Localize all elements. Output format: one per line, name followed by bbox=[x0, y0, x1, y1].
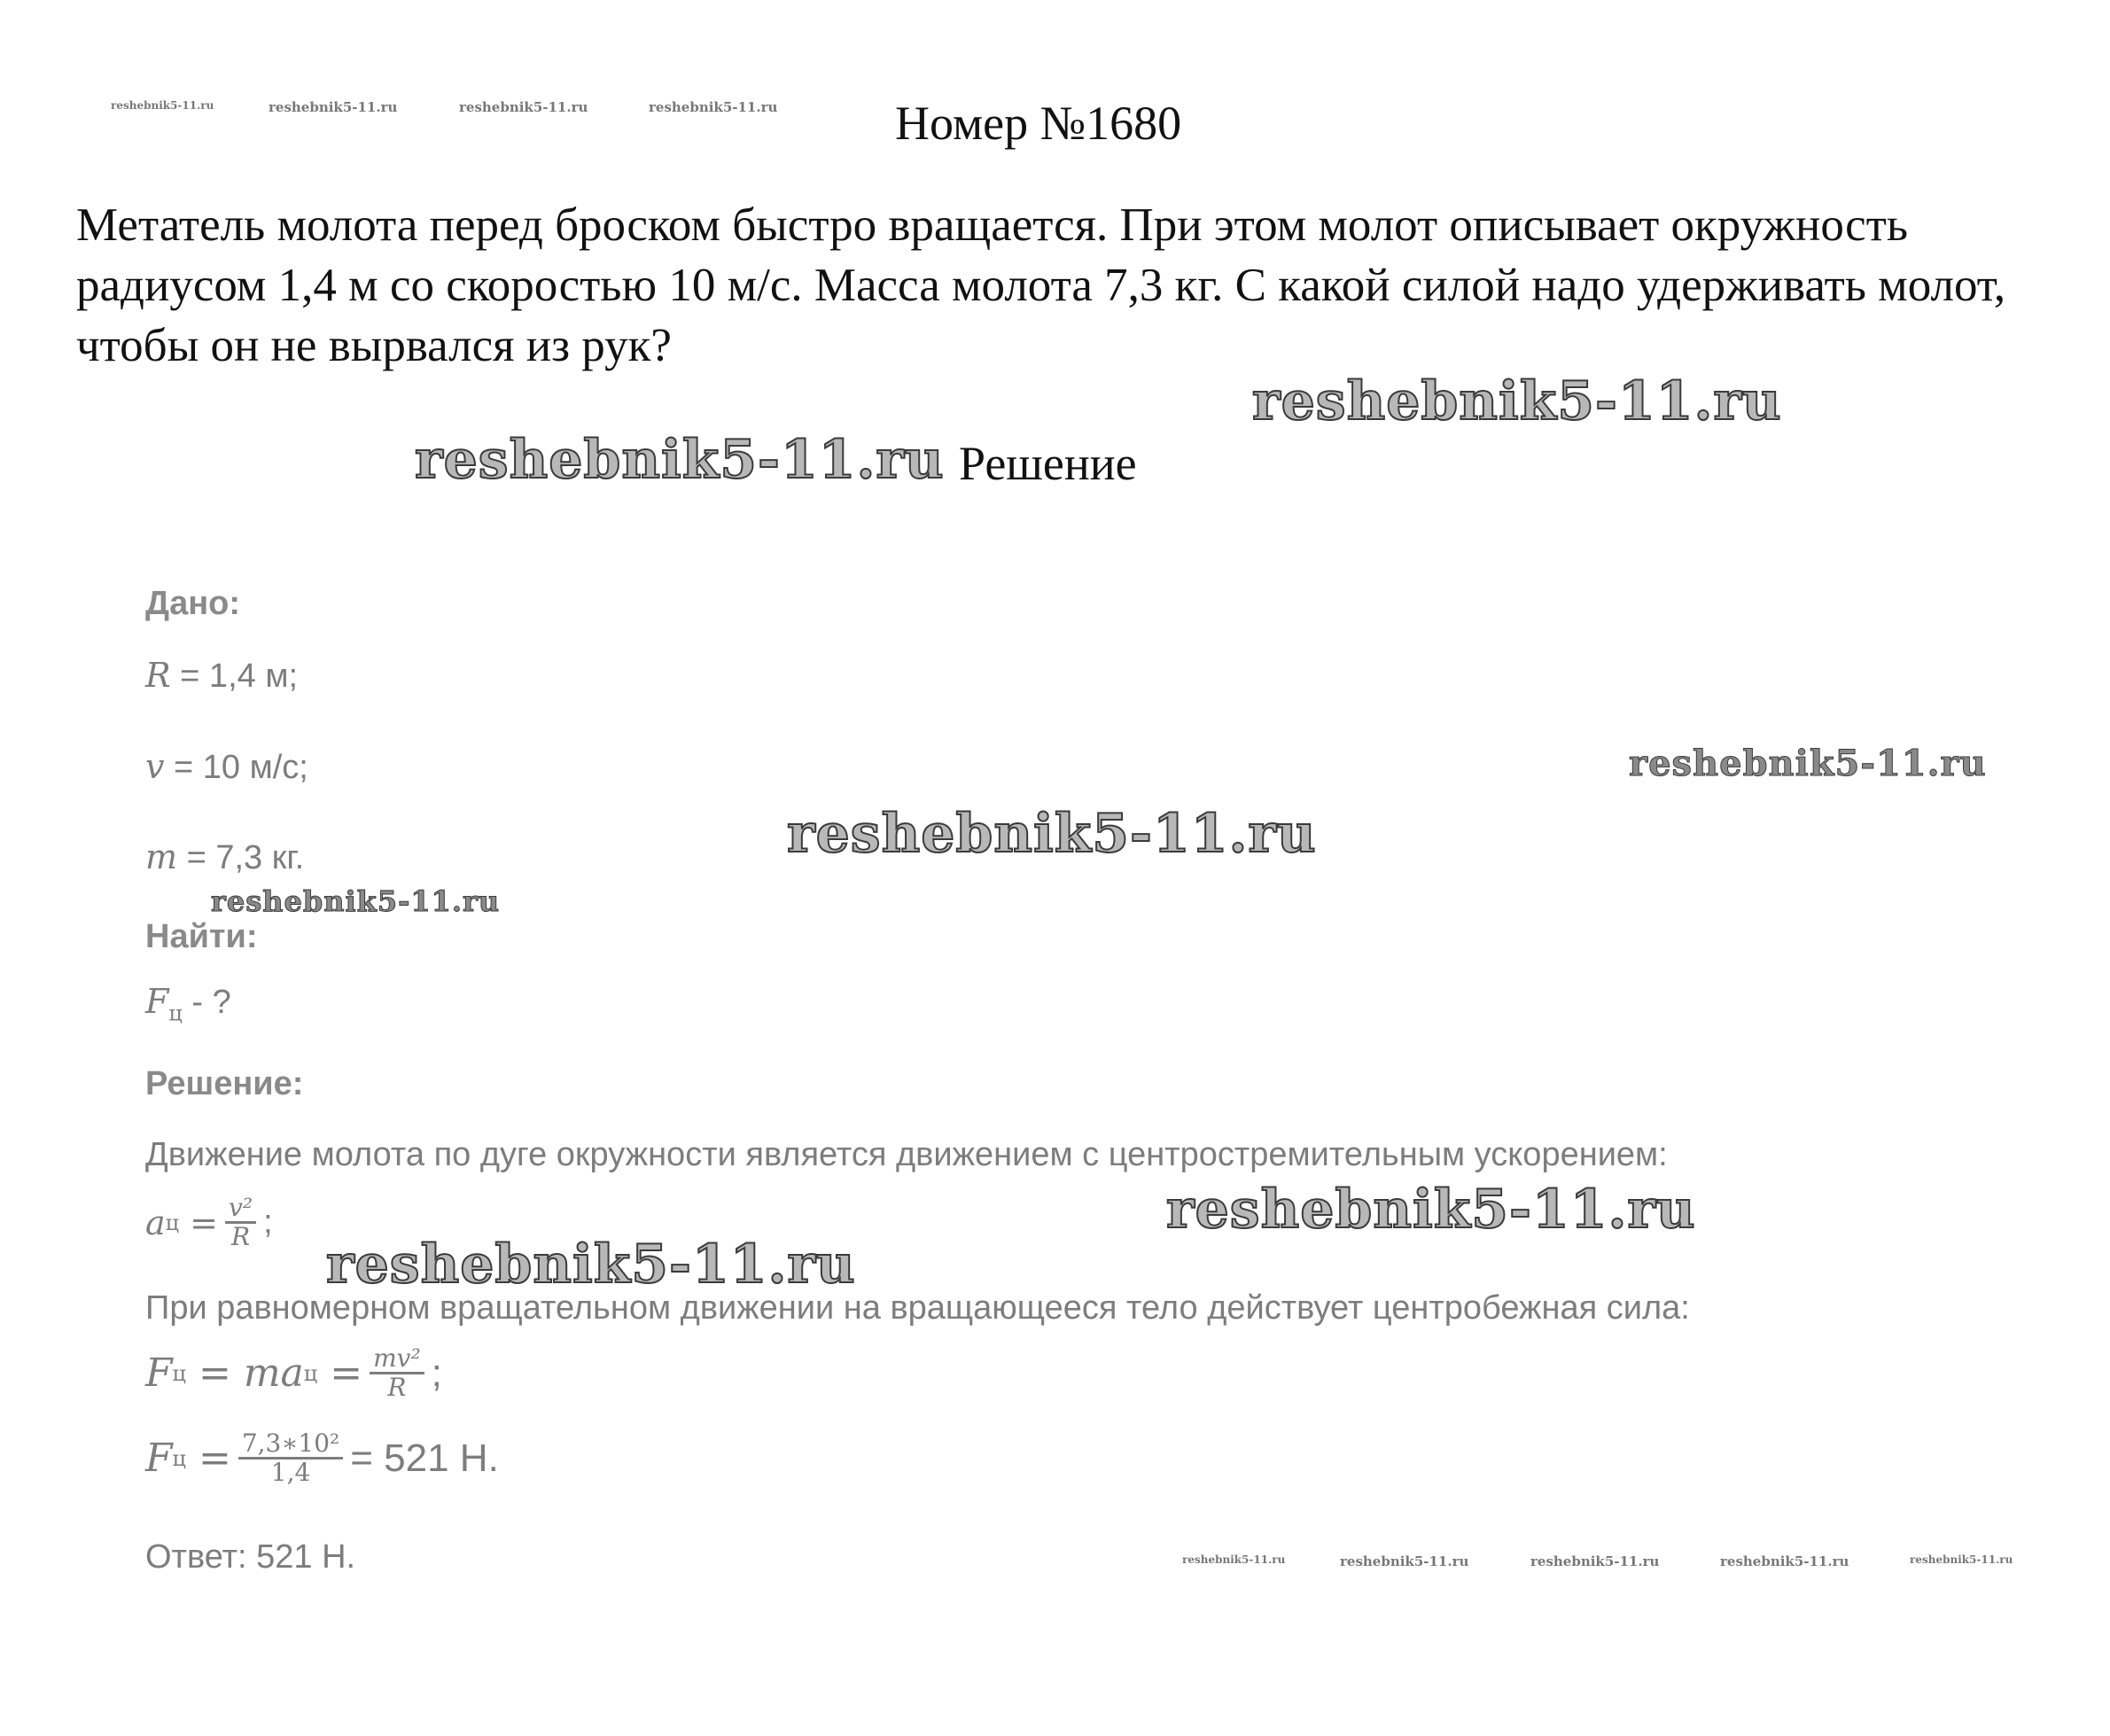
watermark: reshebnik5-11.ru bbox=[787, 803, 1317, 865]
formula-1-denominator: R bbox=[230, 1222, 251, 1251]
formula-1-lhs-sub: ц bbox=[165, 1210, 180, 1235]
watermark: reshebnik5-11.ru bbox=[1340, 1553, 1469, 1569]
answer: Ответ: 521 Н. bbox=[145, 1538, 356, 1576]
find-rest: - ? bbox=[182, 984, 231, 1021]
problem-statement: Метатель молота перед броском быстро вращается. При этом молот описывает окружность радиусом 1,4 м со скоростью 10 м/с. Масса молота 7,3 кг. С какой силой надо удерживать молот, чтобы он не вырвался из рук? bbox=[76, 199, 2006, 371]
formula-2-lhs: F bbox=[145, 1351, 173, 1396]
given-var-r: R bbox=[145, 656, 171, 695]
given-value-v: = 10 м/с; bbox=[164, 749, 308, 786]
explanation-2: При равномерном вращательном движении на вращающееся тело действует центробежная сила: bbox=[145, 1289, 1690, 1327]
given-item-m bbox=[145, 837, 304, 877]
formula-3-result: = 521 Н. bbox=[350, 1436, 499, 1480]
formula-3-denominator: 1,4 bbox=[270, 1458, 311, 1487]
find-var: F bbox=[145, 982, 169, 1021]
formula-2-equals-1: = bbox=[185, 1351, 244, 1396]
given-var-m: m bbox=[145, 837, 178, 876]
formula-2-mid-sub: ц bbox=[303, 1360, 318, 1386]
given-value-r: = 1,4 м; bbox=[170, 658, 298, 695]
watermark: reshebnik5-11.ru bbox=[1629, 743, 1987, 784]
formula-1-equals: = bbox=[179, 1203, 219, 1242]
formula-3 bbox=[145, 1430, 499, 1486]
formula-1-numerator: v² bbox=[225, 1195, 256, 1224]
formula-1-lhs: a bbox=[145, 1203, 166, 1242]
given-value-m: = 7,3 кг. bbox=[177, 839, 305, 876]
formula-2-tail: ; bbox=[431, 1351, 442, 1395]
formula-1-tail: ; bbox=[263, 1203, 273, 1241]
formula-3-numerator: 7,3∗10² bbox=[238, 1430, 343, 1460]
watermark: reshebnik5-11.ru bbox=[111, 99, 214, 112]
section-heading: Решение bbox=[959, 437, 1137, 490]
watermark: reshebnik5-11.ru bbox=[326, 1234, 856, 1296]
find-item bbox=[145, 982, 231, 1026]
watermark: reshebnik5-11.ru bbox=[269, 99, 398, 115]
given-item-v bbox=[145, 747, 308, 787]
watermark: reshebnik5-11.ru bbox=[1252, 370, 1782, 432]
formula-3-equals: = bbox=[185, 1436, 231, 1481]
find-heading: Найти: bbox=[145, 918, 258, 955]
watermark: reshebnik5-11.ru bbox=[649, 99, 778, 115]
formula-2 bbox=[145, 1345, 442, 1401]
watermark: reshebnik5-11.ru bbox=[1166, 1179, 1696, 1241]
formula-2-equals-2: = bbox=[317, 1351, 363, 1396]
given-item-r bbox=[145, 656, 298, 696]
formula-2-denominator: R bbox=[387, 1373, 407, 1402]
watermark: reshebnik5-11.ru bbox=[1530, 1553, 1660, 1569]
formula-2-mid: ma bbox=[243, 1351, 304, 1396]
watermark: reshebnik5-11.ru bbox=[459, 99, 588, 115]
formula-3-fraction bbox=[238, 1430, 343, 1486]
formula-2-numerator: mv² bbox=[370, 1345, 424, 1374]
formula-3-lhs: F bbox=[145, 1436, 173, 1481]
find-sub: ц bbox=[168, 1000, 183, 1026]
watermark: reshebnik5-11.ru bbox=[1720, 1553, 1849, 1569]
explanation-1: Движение молота по дуге окружности является движением с центростремительным ускорением: bbox=[145, 1136, 1668, 1173]
formula-3-lhs-sub: ц bbox=[172, 1445, 186, 1471]
given-var-v: v bbox=[145, 747, 165, 786]
solution-heading: Решение: bbox=[145, 1065, 304, 1102]
given-heading: Дано: bbox=[145, 585, 241, 622]
formula-2-fraction bbox=[370, 1345, 424, 1401]
formula-2-lhs-sub: ц bbox=[172, 1360, 186, 1386]
page-title: Номер №1680 bbox=[895, 97, 1182, 150]
formula-1 bbox=[145, 1195, 273, 1250]
watermark: reshebnik5-11.ru bbox=[1182, 1553, 1286, 1566]
watermark: reshebnik5-11.ru bbox=[1910, 1553, 2013, 1566]
watermark: reshebnik5-11.ru bbox=[211, 884, 501, 918]
watermark: reshebnik5-11.ru bbox=[415, 429, 945, 491]
formula-1-fraction bbox=[225, 1195, 256, 1250]
